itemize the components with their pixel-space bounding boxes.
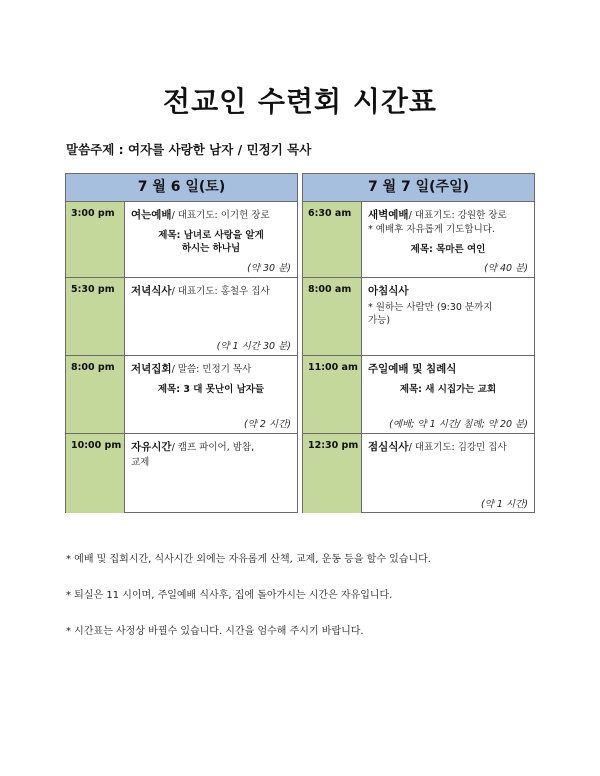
day-column-sunday bbox=[302, 173, 535, 513]
event-cell bbox=[362, 202, 534, 277]
event-duration: (약 2 시간) bbox=[243, 419, 291, 430]
time-cell: 11:00 am bbox=[303, 356, 362, 433]
time-cell: 12:30 pm bbox=[303, 434, 362, 513]
sermon-theme: 말씀주제 : 여자를 사랑한 남자 / 민정기 목사 bbox=[66, 142, 312, 157]
event-cell bbox=[125, 278, 297, 355]
event-title: 점심식사 bbox=[368, 441, 409, 453]
day-column-saturday bbox=[65, 173, 298, 513]
event-cell bbox=[125, 434, 297, 513]
event-title: 주일예배 및 침례식 bbox=[368, 363, 457, 375]
event-duration: (약 1 시간) bbox=[480, 499, 528, 510]
event-title: 새벽예배 bbox=[368, 209, 409, 221]
schedule-row bbox=[303, 356, 534, 434]
event-title: 여는예배 bbox=[131, 209, 172, 221]
event-theme: 제목: 3 대 못난이 남자들 bbox=[157, 384, 265, 395]
footnotes bbox=[66, 550, 431, 658]
event-note: * 원하는 사람만 (9:30 분까지 가능) bbox=[368, 302, 493, 326]
event-duration: (예배; 약 1 시간/ 침례; 약 20 분) bbox=[389, 419, 528, 430]
footnote: * 퇴실은 11 시이며, 주일예배 식사후, 집에 돌아가시는 시간은 자유입니다. bbox=[66, 590, 393, 601]
day-header: 7 월 6 일(토) bbox=[66, 174, 297, 202]
schedule-row bbox=[303, 434, 534, 513]
event-title: 저녁식사 bbox=[131, 285, 172, 297]
event-duration: (약 1 시간 30 분) bbox=[216, 341, 291, 352]
schedule-row bbox=[303, 202, 534, 278]
event-theme: 제목: 목마른 여인 bbox=[410, 244, 486, 255]
event-title: 저녁집회 bbox=[131, 363, 172, 375]
schedule-row bbox=[66, 278, 297, 356]
event-duration: (약 40 분) bbox=[484, 263, 528, 274]
time-cell: 8:00 pm bbox=[66, 356, 125, 433]
event-detail: / 대표기도: 김강민 집사 bbox=[408, 442, 507, 453]
event-detail: / 대표기도: 강원한 장로 bbox=[408, 210, 507, 221]
schedule-row bbox=[303, 278, 534, 356]
event-detail: / 대표기도: 홍철우 집사 bbox=[171, 286, 270, 297]
event-detail: / 말씀: 민정기 목사 bbox=[171, 364, 252, 375]
time-cell: 10:00 pm bbox=[66, 434, 125, 513]
time-cell: 5:30 pm bbox=[66, 278, 125, 355]
time-cell: 3:00 pm bbox=[66, 202, 125, 277]
day-header: 7 월 7 일(주일) bbox=[303, 174, 534, 202]
event-title: 자유시간 bbox=[131, 441, 172, 453]
event-detail: / 대표기도: 이기헌 장로 bbox=[171, 210, 270, 221]
schedule-row bbox=[66, 356, 297, 434]
time-cell: 6:30 am bbox=[303, 202, 362, 277]
event-cell bbox=[362, 434, 534, 513]
event-theme: 제목: 새 시집가는 교회 bbox=[399, 384, 497, 395]
event-cell bbox=[125, 202, 297, 277]
time-cell: 8:00 am bbox=[303, 278, 362, 355]
schedule-row bbox=[66, 202, 297, 278]
schedule-table bbox=[65, 173, 535, 513]
event-cell bbox=[362, 356, 534, 433]
event-title: 아침식사 bbox=[368, 285, 409, 297]
event-cell bbox=[125, 356, 297, 433]
event-duration: (약 30 분) bbox=[247, 263, 291, 274]
footnote: * 시간표는 사정상 바뀔수 있습니다. 시간을 엄수해 주시기 바랍니다. bbox=[66, 626, 364, 637]
schedule-row bbox=[66, 434, 297, 513]
event-theme: 제목: 남녀로 사랑을 알게 하시는 하나님 bbox=[158, 230, 264, 254]
event-note: * 예배후 자유롭게 기도합니다. bbox=[368, 224, 495, 235]
event-detail: / 캠프 파이어, 밤참, 교제 bbox=[131, 442, 255, 468]
page-title: 전교인 수련회 시간표 bbox=[163, 85, 437, 118]
event-cell bbox=[362, 278, 534, 355]
footnote: * 예배 및 집회시간, 식사시간 외에는 자유롭게 산책, 교제, 운동 등을 할수 있습니다. bbox=[66, 554, 431, 565]
